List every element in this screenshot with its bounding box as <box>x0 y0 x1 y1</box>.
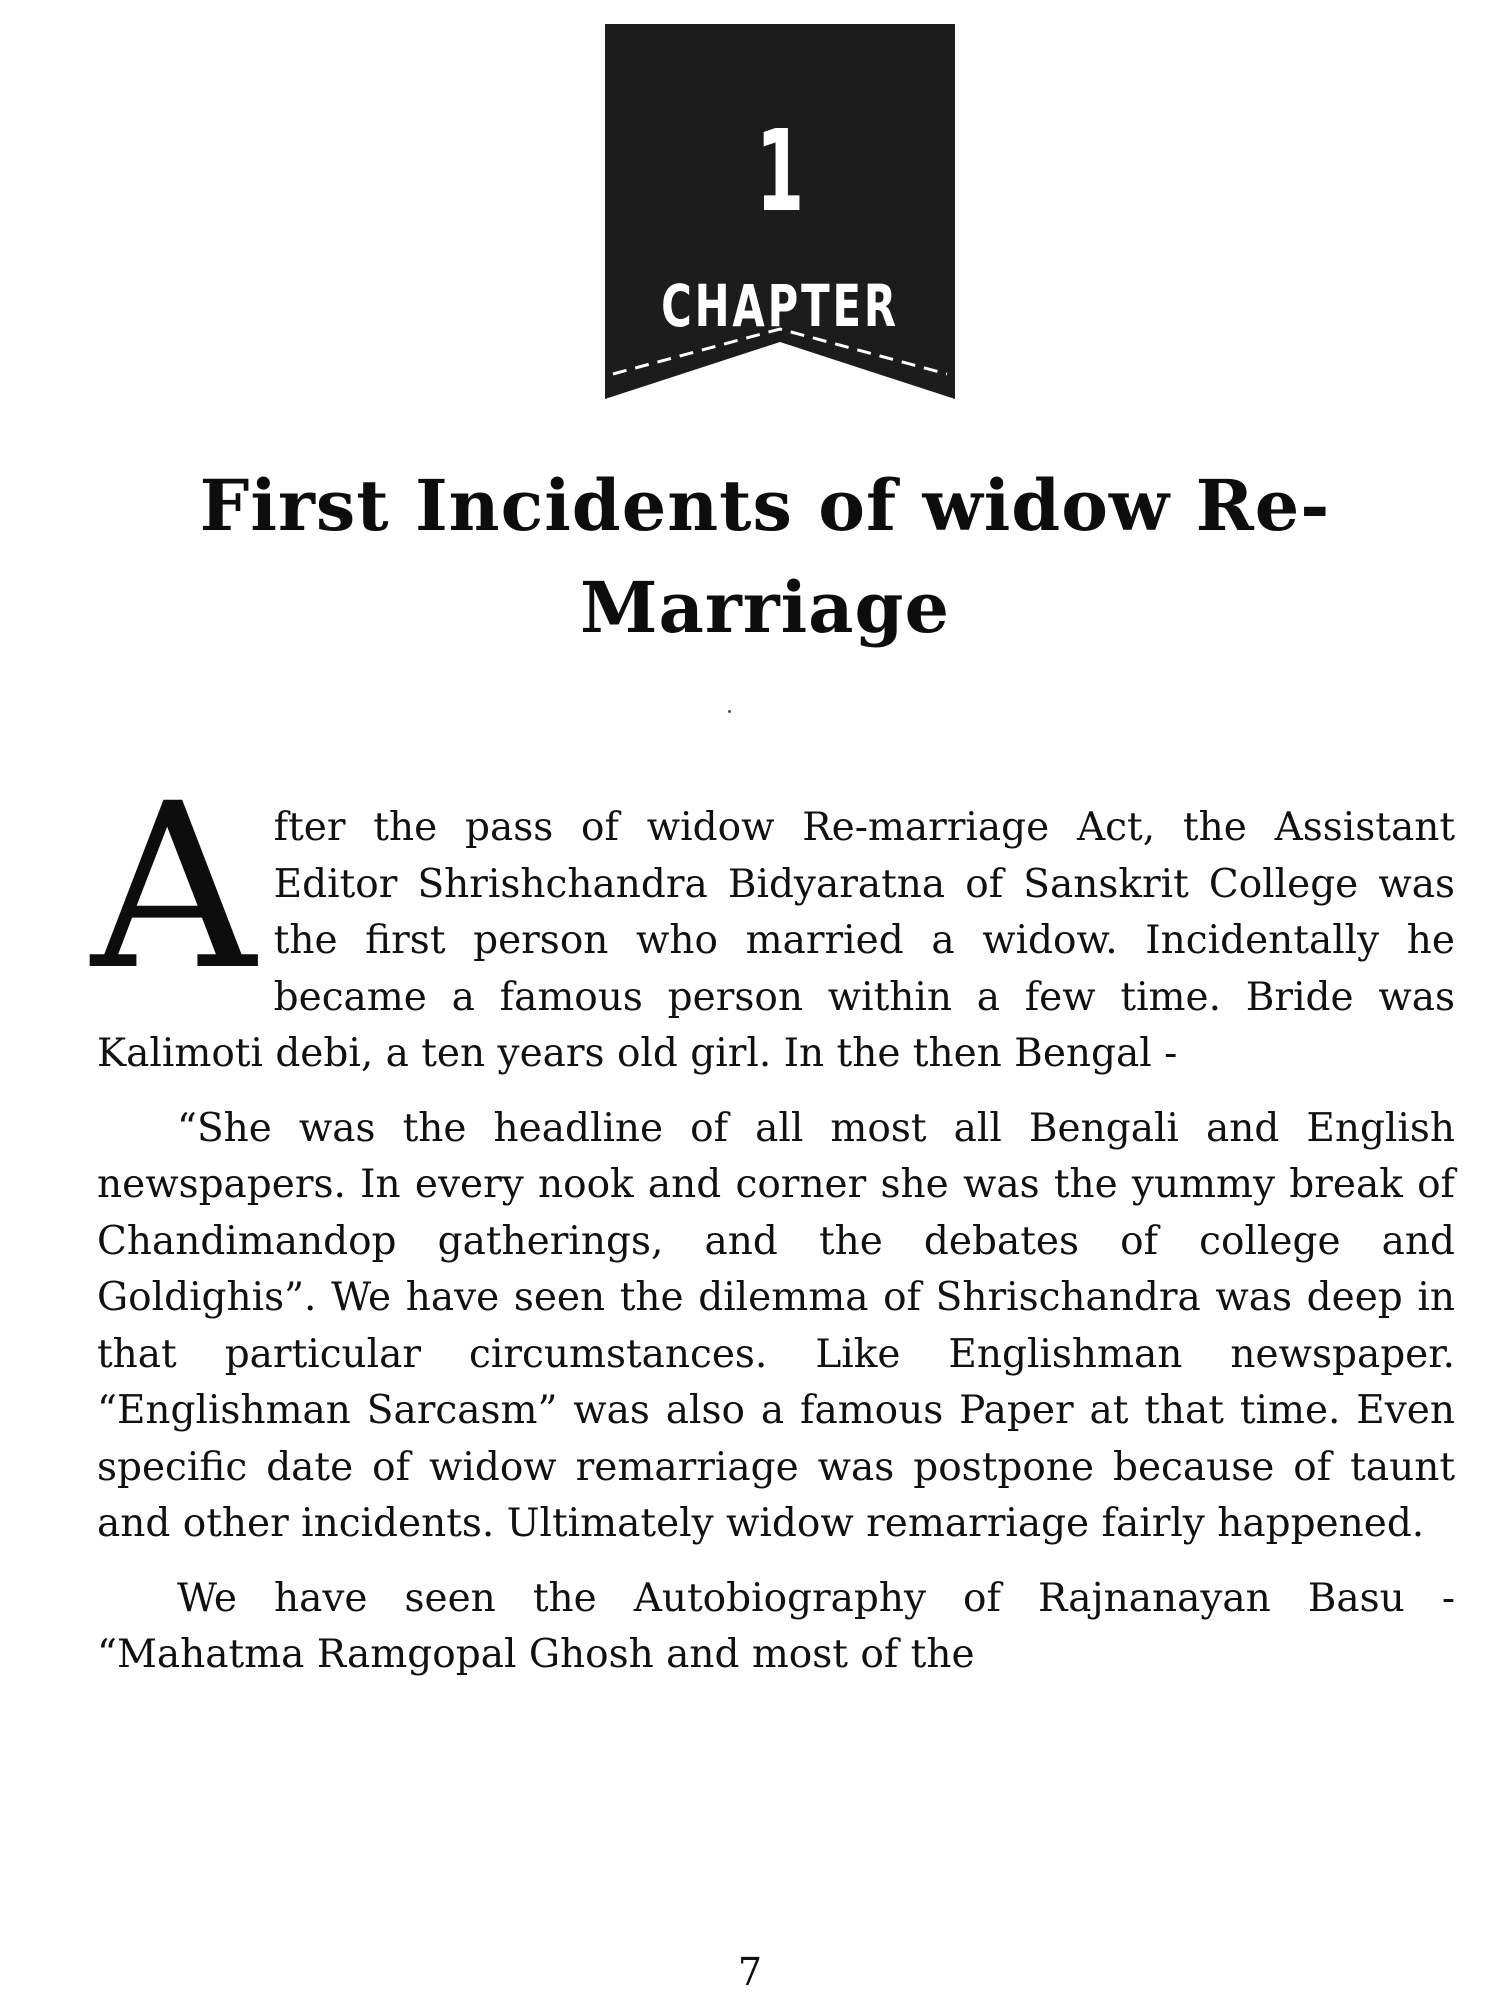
chapter-title: First Incidents of widow Re-Marriage <box>199 464 1331 649</box>
paragraph-2: “She was the headline of all most all Bengali and English newspapers. In every nook and corner she was the yummy break of Chandimandop gatherings, and the debates of college and Goldighis”. We have seen the dilemma of Shrischandra was deep in that particular circumstances. Like Englishman newspaper. “Englishman Sarcasm” was also a famous Paper at that time. Even specific date of widow remarriage was postpone because of taunt and other incidents. Ultimately widow remarriage fairly happened. <box>97 1105 1455 1546</box>
chapter-number: 1 <box>755 107 805 237</box>
chapter-banner <box>605 24 955 399</box>
paragraph-1 <box>91 754 1455 1083</box>
chapter-body <box>91 754 1455 1702</box>
drop-cap: A <box>91 754 256 1020</box>
page-number: 7 <box>737 1950 763 1994</box>
paragraph-1-text: fter the pass of widow Re-marriage Act, the Assistant Editor Shrishchandra Bidyaratna of Sanskrit College was the first person who married a widow. Incidentally he became a famous person within a few time. Bride was Kalimoti debi, a ten years old girl. In the then Bengal - <box>97 805 1455 1076</box>
decorative-speck <box>728 710 731 713</box>
paragraph-3: We have seen the Autobiography of Rajnanayan Basu - “Mahatma Ramgopal Ghosh and most of the <box>97 1575 1455 1677</box>
chapter-label: CHAPTER <box>661 272 899 340</box>
